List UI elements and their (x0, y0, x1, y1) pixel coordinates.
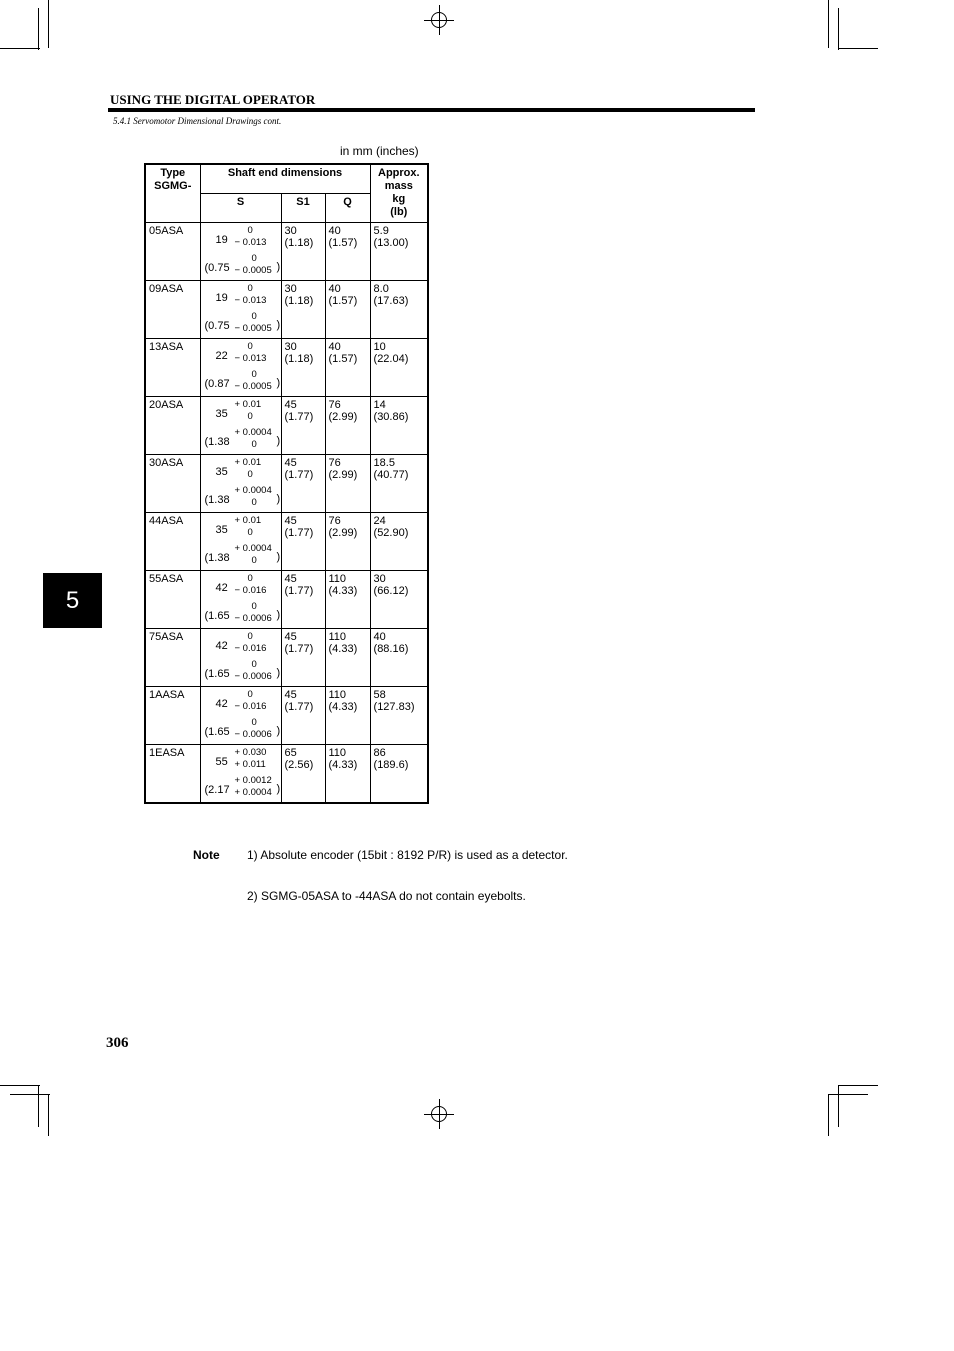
s-in-lower: − 0.0006 (234, 671, 272, 682)
cell-s (200, 223, 281, 281)
q-in: (4.33) (328, 759, 358, 771)
column-header-s: S (200, 194, 281, 223)
cell-s1 (281, 223, 325, 281)
subsection-title: 5.4.1 Servomotor Dimensional Drawings cont. (113, 116, 282, 126)
cell-q (325, 687, 370, 745)
s-in-close: ) (276, 609, 281, 621)
q-mm: 110 (328, 689, 347, 701)
registration-mark-icon (424, 5, 454, 35)
s-in-lower: + 0.0004 (234, 787, 272, 798)
q-mm: 76 (328, 399, 341, 411)
q-mm: 40 (328, 225, 341, 237)
cell-mass (370, 629, 428, 687)
s-mm-lower: − 0.016 (234, 643, 267, 654)
s1-in: (1.77) (284, 643, 314, 655)
s-in-close: ) (276, 493, 281, 505)
s-mm-upper: + 0.01 (234, 399, 262, 410)
cell-type: 05ASA (145, 223, 200, 281)
s-mm-lower: + 0.011 (234, 759, 266, 770)
cell-s1 (281, 397, 325, 455)
s-in: (1.65 (204, 610, 230, 622)
mass-lb: (189.6) (373, 759, 409, 771)
s-mm: 19 (215, 292, 228, 304)
s-mm-lower: − 0.013 (234, 353, 267, 364)
s-mm: 35 (215, 408, 228, 420)
q-mm: 76 (328, 457, 341, 469)
cell-s (200, 339, 281, 397)
s-mm-upper: 0 (247, 283, 253, 294)
header-divider (108, 108, 755, 112)
q-mm: 110 (328, 631, 347, 643)
cell-type: 75ASA (145, 629, 200, 687)
s-in-close: ) (276, 725, 281, 737)
s-mm: 42 (215, 640, 228, 652)
mass-kg: 5.9 (373, 225, 389, 237)
s1-mm: 45 (284, 515, 297, 527)
s-in-close: ) (276, 551, 281, 563)
s-in: (0.87 (204, 378, 230, 390)
s1-mm: 45 (284, 689, 297, 701)
q-in: (2.99) (328, 527, 358, 539)
s-in-close: ) (276, 377, 281, 389)
cell-mass (370, 571, 428, 629)
cell-type: 09ASA (145, 281, 200, 339)
s1-in: (1.77) (284, 469, 314, 481)
column-header-type (145, 164, 200, 223)
cell-q (325, 281, 370, 339)
s-mm-lower: 0 (247, 469, 253, 480)
table-row (145, 281, 428, 339)
mass-kg: 30 (373, 573, 386, 585)
s-mm: 35 (215, 466, 228, 478)
s-in: (0.75 (204, 320, 230, 332)
header-type-line1: Type (160, 167, 186, 179)
s-in-close: ) (276, 783, 281, 795)
s-mm-upper: + 0.01 (234, 457, 262, 468)
mass-lb: (13.00) (373, 237, 409, 249)
page-number: 306 (106, 1035, 129, 1051)
s-in: (1.65 (204, 726, 230, 738)
table-row (145, 745, 428, 804)
registration-mark-icon (424, 1099, 454, 1129)
s-in-lower: 0 (251, 497, 257, 508)
cell-q (325, 455, 370, 513)
q-in: (2.99) (328, 411, 358, 423)
s1-in: (1.18) (284, 237, 314, 249)
mass-kg: 24 (373, 515, 386, 527)
q-mm: 110 (328, 573, 347, 585)
q-mm: 76 (328, 515, 341, 527)
cell-mass (370, 513, 428, 571)
cell-s1 (281, 571, 325, 629)
s-in-upper: 0 (251, 311, 257, 322)
s1-mm: 45 (284, 399, 297, 411)
s-in-upper: + 0.0012 (234, 775, 272, 786)
cell-s (200, 397, 281, 455)
s-mm-lower: − 0.013 (234, 237, 267, 248)
q-mm: 110 (328, 747, 347, 759)
cell-q (325, 571, 370, 629)
section-title: USING THE DIGITAL OPERATOR (110, 92, 316, 107)
s1-in: (1.18) (284, 353, 314, 365)
table-row (145, 397, 428, 455)
s-in: (1.38 (204, 494, 230, 506)
cell-mass (370, 281, 428, 339)
cell-type: 20ASA (145, 397, 200, 455)
shaft-dimensions-table (144, 163, 429, 804)
s-in-close: ) (276, 667, 281, 679)
cell-s (200, 745, 281, 804)
table-row (145, 339, 428, 397)
s-in-lower: − 0.0006 (234, 729, 272, 740)
s-in-upper: + 0.0004 (234, 543, 272, 554)
mass-kg: 8.0 (373, 283, 389, 295)
mass-lb: (40.77) (373, 469, 409, 481)
s-mm: 55 (215, 756, 228, 768)
s-in-close: ) (276, 319, 281, 331)
cell-type: 44ASA (145, 513, 200, 571)
cell-type: 1AASA (145, 687, 200, 745)
s-in-upper: 0 (251, 369, 257, 380)
s-in-upper: 0 (251, 253, 257, 264)
table-row (145, 571, 428, 629)
table-row (145, 455, 428, 513)
header-type-line2: SGMG- (154, 180, 192, 192)
cell-s1 (281, 745, 325, 804)
mass-kg: 40 (373, 631, 386, 643)
cell-q (325, 745, 370, 804)
q-in: (4.33) (328, 643, 358, 655)
mass-lb: (22.04) (373, 353, 409, 365)
cell-type: 1EASA (145, 745, 200, 804)
cell-s1 (281, 455, 325, 513)
table-row (145, 223, 428, 281)
s-in-close: ) (276, 435, 281, 447)
cell-mass (370, 397, 428, 455)
table-row (145, 629, 428, 687)
s-in-upper: + 0.0004 (234, 485, 272, 496)
q-mm: 40 (328, 341, 341, 353)
q-in: (1.57) (328, 353, 358, 365)
cell-s (200, 571, 281, 629)
s1-in: (1.77) (284, 585, 314, 597)
s-mm-lower: 0 (247, 411, 253, 422)
s-mm-lower: 0 (247, 527, 253, 538)
column-header-mass (370, 164, 428, 223)
note-item: 2) SGMG-05ASA to -44ASA do not contain eyebolts. (247, 889, 526, 903)
note-label: Note (193, 848, 220, 862)
mass-lb: (66.12) (373, 585, 409, 597)
s-mm-lower: − 0.016 (234, 585, 267, 596)
table-row (145, 513, 428, 571)
s-mm-upper: + 0.030 (234, 747, 267, 758)
q-in: (1.57) (328, 237, 358, 249)
s-in-lower: − 0.0005 (234, 265, 272, 276)
s-mm-lower: − 0.013 (234, 295, 267, 306)
s-in: (0.75 (204, 262, 230, 274)
s-in-upper: 0 (251, 601, 257, 612)
cell-q (325, 397, 370, 455)
cell-q (325, 629, 370, 687)
header-mass-line4: (lb) (390, 206, 408, 218)
mass-lb: (88.16) (373, 643, 409, 655)
s-in: (1.65 (204, 668, 230, 680)
header-mass-line3: kg (392, 193, 406, 205)
q-in: (4.33) (328, 585, 358, 597)
cell-s1 (281, 513, 325, 571)
s1-mm: 30 (284, 341, 297, 353)
s1-in: (1.18) (284, 295, 314, 307)
cell-q (325, 223, 370, 281)
q-mm: 40 (328, 283, 341, 295)
cell-mass (370, 745, 428, 804)
s1-in: (2.56) (284, 759, 314, 771)
s1-mm: 30 (284, 283, 297, 295)
s-in-lower: − 0.0005 (234, 381, 272, 392)
cell-mass (370, 339, 428, 397)
s-mm-upper: + 0.01 (234, 515, 262, 526)
s1-mm: 45 (284, 573, 297, 585)
s-in-upper: 0 (251, 717, 257, 728)
s-mm-lower: − 0.016 (234, 701, 267, 712)
cell-s (200, 687, 281, 745)
column-header-shaft: Shaft end dimensions (200, 164, 370, 194)
mass-lb: (17.63) (373, 295, 409, 307)
cell-q (325, 513, 370, 571)
cell-mass (370, 223, 428, 281)
s-mm-upper: 0 (247, 631, 253, 642)
cell-s1 (281, 281, 325, 339)
cell-type: 55ASA (145, 571, 200, 629)
s-in-upper: + 0.0004 (234, 427, 272, 438)
cell-type: 30ASA (145, 455, 200, 513)
mass-kg: 10 (373, 341, 386, 353)
s-mm: 35 (215, 524, 228, 536)
chapter-tab: 5 (43, 573, 102, 628)
mass-lb: (127.83) (373, 701, 415, 713)
s1-in: (1.77) (284, 411, 314, 423)
q-in: (2.99) (328, 469, 358, 481)
cell-type: 13ASA (145, 339, 200, 397)
header-mass-line1: Approx. (378, 167, 420, 179)
q-in: (1.57) (328, 295, 358, 307)
s-in-lower: 0 (251, 439, 257, 450)
cell-s (200, 513, 281, 571)
q-in: (4.33) (328, 701, 358, 713)
s-mm-upper: 0 (247, 225, 253, 236)
s1-in: (1.77) (284, 527, 314, 539)
cell-s (200, 281, 281, 339)
units-note: in mm (inches) (340, 144, 419, 158)
cell-s1 (281, 339, 325, 397)
s-in-close: ) (276, 261, 281, 273)
column-header-q: Q (325, 194, 370, 223)
s-in: (2.17 (204, 784, 230, 796)
s-mm-upper: 0 (247, 689, 253, 700)
s1-mm: 45 (284, 631, 297, 643)
column-header-s1: S1 (281, 194, 325, 223)
s1-in: (1.77) (284, 701, 314, 713)
s-in-lower: − 0.0005 (234, 323, 272, 334)
cell-mass (370, 455, 428, 513)
s-mm: 19 (215, 234, 228, 246)
cell-q (325, 339, 370, 397)
s-mm-upper: 0 (247, 341, 253, 352)
s1-mm: 30 (284, 225, 297, 237)
mass-kg: 86 (373, 747, 386, 759)
cell-s1 (281, 687, 325, 745)
table-row (145, 687, 428, 745)
mass-lb: (52.90) (373, 527, 409, 539)
s-mm: 22 (215, 350, 228, 362)
cell-s (200, 629, 281, 687)
s-in: (1.38 (204, 436, 230, 448)
s-in-upper: 0 (251, 659, 257, 670)
header-mass-line2: mass (384, 180, 413, 192)
s-mm: 42 (215, 698, 228, 710)
s1-mm: 65 (284, 747, 297, 759)
mass-kg: 14 (373, 399, 386, 411)
mass-kg: 18.5 (373, 457, 395, 469)
s-in-lower: − 0.0006 (234, 613, 272, 624)
cell-mass (370, 687, 428, 745)
s-in-lower: 0 (251, 555, 257, 566)
s-mm-upper: 0 (247, 573, 253, 584)
mass-kg: 58 (373, 689, 386, 701)
note-item: 1) Absolute encoder (15bit : 8192 P/R) is used as a detector. (247, 848, 568, 862)
cell-s (200, 455, 281, 513)
s-mm: 42 (215, 582, 228, 594)
mass-lb: (30.86) (373, 411, 409, 423)
s-in: (1.38 (204, 552, 230, 564)
s1-mm: 45 (284, 457, 297, 469)
cell-s1 (281, 629, 325, 687)
